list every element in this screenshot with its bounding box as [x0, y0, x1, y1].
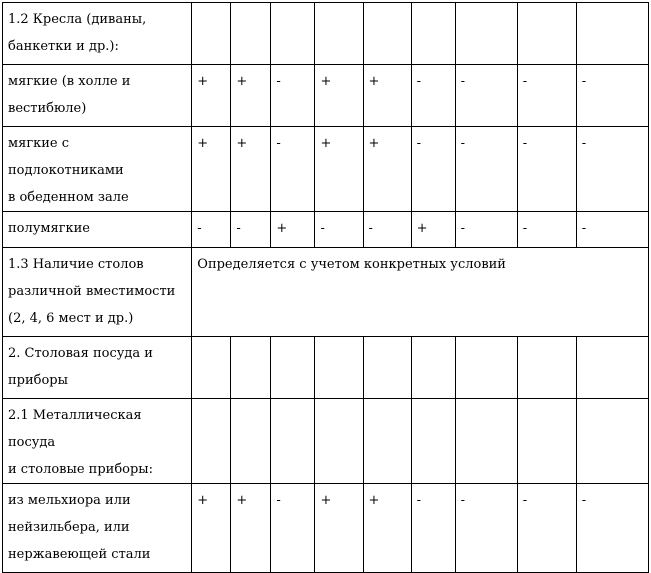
table-cell: -: [411, 484, 455, 573]
table-cell: -: [271, 65, 315, 127]
table-cell: [192, 337, 231, 399]
table-cell: +: [231, 65, 271, 127]
table-cell: [576, 337, 648, 399]
merged-note-cell: Определяется с учетом конкретных условий: [192, 248, 649, 337]
table-cell: -: [517, 127, 576, 212]
table-cell: -: [231, 212, 271, 248]
table-cell: [231, 3, 271, 65]
table-cell: -: [455, 484, 517, 573]
table-cell: [192, 399, 231, 484]
table-cell: [363, 337, 411, 399]
table-cell: [455, 3, 517, 65]
table-cell: -: [411, 65, 455, 127]
table-cell: [411, 337, 455, 399]
table-cell: [411, 399, 455, 484]
table-cell: +: [271, 212, 315, 248]
table-cell: +: [411, 212, 455, 248]
table-cell: [231, 337, 271, 399]
table-cell: -: [576, 212, 648, 248]
row-label: мягкие (в холле и вестибюле): [3, 65, 192, 127]
row-label: мягкие с подлокотниками в обеденном зале: [3, 127, 192, 212]
table-cell: -: [576, 127, 648, 212]
table-row: [3, 337, 649, 399]
table-cell: -: [455, 65, 517, 127]
table-cell: +: [315, 127, 363, 212]
table-row: [3, 65, 649, 127]
table-row: [3, 484, 649, 573]
table-cell: +: [315, 65, 363, 127]
table-cell: -: [517, 484, 576, 573]
table-cell: -: [576, 484, 648, 573]
table-cell: [455, 337, 517, 399]
table-cell: +: [363, 65, 411, 127]
table-cell: [315, 337, 363, 399]
table-cell: +: [363, 484, 411, 573]
row-label: 2. Столовая посуда и приборы: [3, 337, 192, 399]
row-label: из мельхиора или нейзильбера, или нержавеющей стали: [3, 484, 192, 573]
table-cell: [517, 3, 576, 65]
table-row: [3, 248, 649, 337]
table-cell: -: [576, 65, 648, 127]
table-cell: -: [411, 127, 455, 212]
table-cell: +: [192, 127, 231, 212]
table-cell: [455, 399, 517, 484]
table-cell: -: [271, 127, 315, 212]
table-cell: +: [231, 484, 271, 573]
table-cell: -: [455, 212, 517, 248]
table-cell: [271, 3, 315, 65]
table-cell: +: [363, 127, 411, 212]
table-cell: [517, 337, 576, 399]
table-cell: [271, 399, 315, 484]
table-row: [3, 127, 649, 212]
row-label: 1.2 Кресла (диваны, банкетки и др.):: [3, 3, 192, 65]
table-cell: +: [315, 484, 363, 573]
row-label: 1.3 Наличие столов различной вместимости (2, 4, 6 мест и др.): [3, 248, 192, 337]
table-cell: +: [192, 65, 231, 127]
table-cell: -: [363, 212, 411, 248]
table-cell: [576, 399, 648, 484]
row-label: полумягкие: [3, 212, 192, 248]
table-row: [3, 212, 649, 248]
table-cell: -: [271, 484, 315, 573]
table-cell: -: [315, 212, 363, 248]
table-cell: [517, 399, 576, 484]
table-cell: [231, 399, 271, 484]
table-cell: [192, 3, 231, 65]
table-cell: [363, 399, 411, 484]
table-cell: +: [192, 484, 231, 573]
table-cell: -: [517, 65, 576, 127]
table-cell: -: [192, 212, 231, 248]
equipment-table: [2, 2, 649, 573]
table-cell: +: [231, 127, 271, 212]
table-cell: -: [455, 127, 517, 212]
row-label: 2.1 Металлическая посуда и столовые приборы:: [3, 399, 192, 484]
table-row: [3, 399, 649, 484]
table-row: [3, 3, 649, 65]
table-cell: [271, 337, 315, 399]
table-cell: [315, 399, 363, 484]
table-cell: [315, 3, 363, 65]
table-cell: -: [517, 212, 576, 248]
table-cell: [411, 3, 455, 65]
table-cell: [576, 3, 648, 65]
table-cell: [363, 3, 411, 65]
